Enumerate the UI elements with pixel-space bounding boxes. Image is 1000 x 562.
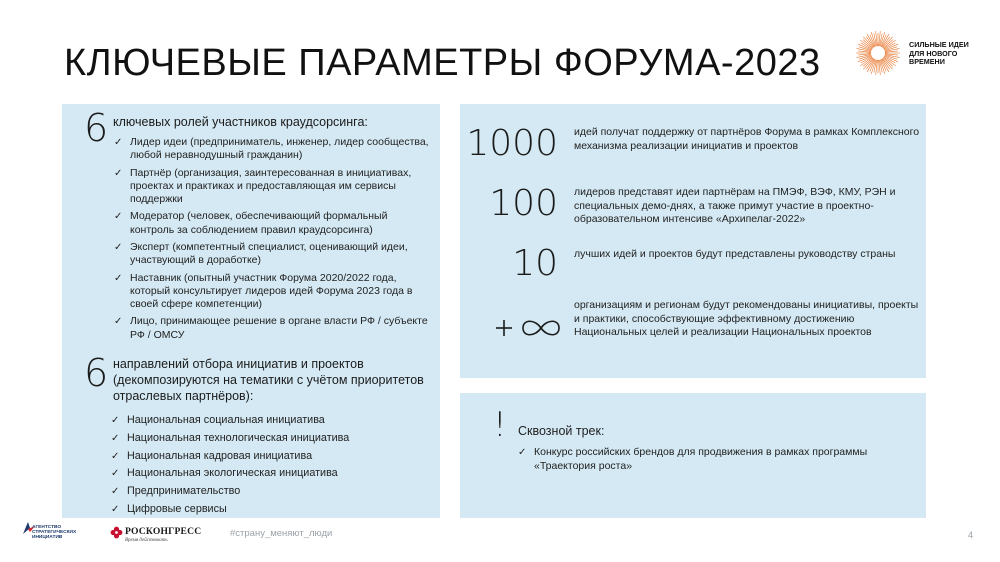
list-item: ✓ Национальная экологическая инициатива [111, 467, 431, 480]
roscongress-name: РОСКОНГРЕСС [125, 526, 202, 537]
list-item: ✓ Наставник (опытный участник Форума 2020/2022 года, который консультирует лидеров идей Форума 2023 года в своей сфере компетенции) [114, 272, 432, 312]
through-track-list [518, 446, 918, 473]
list-item: ✓ Лидер идеи (предприниматель, инженер, лидер сообщества, любой неравнодушный гражданин) [114, 136, 432, 162]
forum-logo [853, 28, 993, 76]
list-item: ✓ Лицо, принимающее решение в органе власти РФ / субъекте РФ / ОМСУ [114, 315, 432, 341]
stat-number-1000: 1000 [466, 123, 558, 164]
stat-text-1000: идей получат поддержку от партнёров Форума в рамках Комплексного механизма реализации инициатив и проектов [574, 126, 920, 152]
list-item: ✓ Национальная социальная инициатива [111, 414, 431, 427]
page-number: 4 [968, 530, 974, 540]
stat-text-10: лучших идей и проектов будут представлены руководству страны [574, 248, 896, 260]
roscongress-logo [110, 525, 220, 549]
roles-list [114, 136, 432, 346]
through-track-title: Сквозной трек: [518, 424, 605, 438]
logo-text: СИЛЬНЫЕ ИДЕИ ДЛЯ НОВОГО ВРЕМЕНИ [909, 40, 969, 67]
stat-number-100: 100 [489, 183, 558, 224]
roscongress-flower-icon [110, 526, 123, 539]
list-item: ✓ Модератор (человек, обеспечивающий формальный контроль за соблюдением правил краудсорсинга) [114, 210, 432, 236]
plus-infinity-icon [494, 310, 564, 346]
roscongress-tagline: Время действовать [125, 538, 168, 543]
list-item: ✓ Эксперт (компетентный специалист, оценивающий идеи, участвующий в доработке) [114, 241, 432, 267]
stat-text-infinity: организациям и регионам будут рекомендованы инициативы, проекты и практики, способствующие эффективному достижению Национальных целей и реализации Национальных проектов [574, 299, 919, 339]
stat-text-100: лидеров представят идеи партнёрам на ПМЭФ, ВЭФ, КМУ, РЭН и специальных демо-днях, а также примут участие в проектно-образовательном интенсиве «Архипелаг-2022» [574, 186, 896, 226]
directions-count: 6 [84, 351, 109, 395]
hashtag: #страну_меняют_люди [230, 528, 333, 539]
stat-number-10: 10 [512, 243, 558, 284]
list-item: ✓ Национальная кадровая инициатива [111, 450, 431, 463]
list-item: ✓ Предпринимательство [111, 485, 431, 498]
list-item: ✓ Национальная технологическая инициатива [111, 432, 431, 445]
exclamation-icon: ! [493, 405, 507, 445]
directions-list [111, 414, 431, 521]
sunburst-logo-icon [853, 28, 903, 78]
roles-count: 6 [84, 106, 109, 150]
asi-logo [22, 518, 102, 542]
list-item: ✓ Партнёр (организация, заинтересованная в инициативах, проектах и практиках и предоставляющая им сервисы поддержки [114, 167, 432, 207]
roles-lead: ключевых ролей участников краудсорсинга: [113, 115, 368, 129]
list-item: ✓ Конкурс российских брендов для продвижения в рамках программы «Траектория роста» [518, 446, 918, 473]
list-item: ✓ Цифровые сервисы [111, 503, 431, 516]
page-title: КЛЮЧЕВЫЕ ПАРАМЕТРЫ ФОРУМА-2023 [64, 42, 821, 84]
asi-logo-text: АГЕНТСТВО СТРАТЕГИЧЕСКИХ ИНИЦИАТИВ [32, 525, 77, 541]
directions-lead: направлений отбора инициатив и проектов (декомпозируются на тематики с учётом приоритетов отраслевых партнёров): [113, 357, 424, 403]
